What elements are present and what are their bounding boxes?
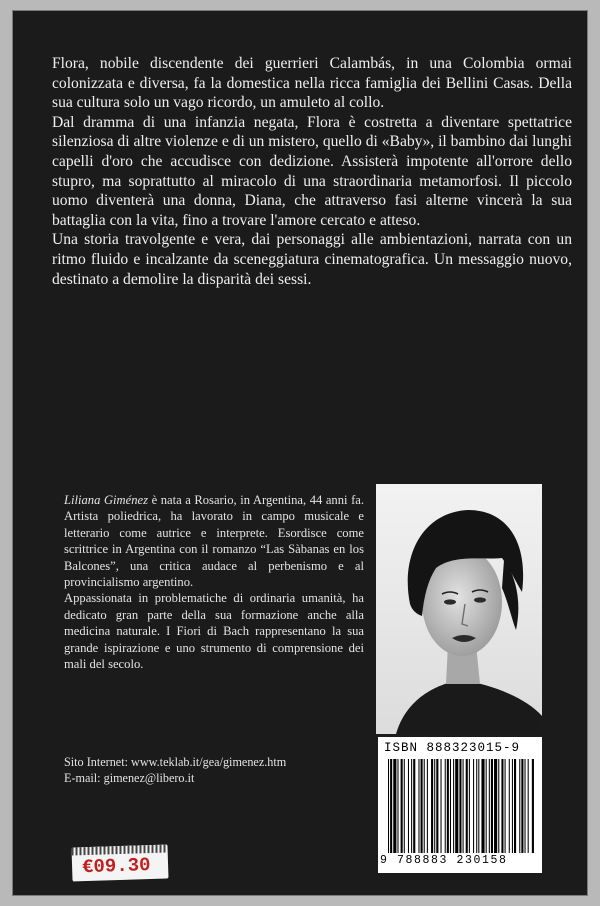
barcode-bar xyxy=(501,759,503,853)
barcode-bar xyxy=(404,759,405,853)
website-line: Sito Internet: www.teklab.it/gea/gimenez.htm xyxy=(64,755,287,769)
price-sticker xyxy=(71,845,168,882)
barcode-bar xyxy=(532,759,534,853)
barcode-bar xyxy=(390,759,392,853)
author-name: Liliana Giménez xyxy=(64,493,149,507)
barcode-bar xyxy=(413,759,415,853)
barcode-bar xyxy=(519,759,520,853)
barcode-bar xyxy=(424,759,425,853)
price-label: €09.30 xyxy=(81,854,151,879)
barcode-bar xyxy=(441,759,442,853)
barcode-bar xyxy=(512,759,513,853)
barcode-bar xyxy=(401,759,403,853)
barcode-bar xyxy=(431,759,433,853)
barcode-bar xyxy=(393,759,396,853)
barcode-bar xyxy=(469,759,470,853)
isbn-barcode xyxy=(378,737,542,873)
barcode-bar xyxy=(411,759,412,853)
barcode-bar xyxy=(525,759,526,853)
barcode-bar xyxy=(450,759,451,853)
bio-paragraph-1-text: è nata a Rosario, in Argentina, 44 anni fa. Artista poliedrica, ha lavorato in campo musicale e letterario come autrice e interprete. Esordisce come scrittrice in Argentina con il romanzo “Las Sàbanas en los Balcones”, una critica audace al perbenismo e al provincialismo argentino. xyxy=(64,493,365,590)
barcode-bar xyxy=(489,759,490,853)
barcode-bar xyxy=(491,759,493,853)
barcode-bar xyxy=(455,759,458,853)
synopsis xyxy=(52,54,572,289)
barcode-bar xyxy=(388,759,389,853)
barcode-bar xyxy=(421,759,423,853)
synopsis-paragraph-3: Una storia travolgente e vera, dai personaggi alle ambientazioni, narrata con un ritmo fluido e incalzante da sceneggiatura cinematografica. Un messaggio nuovo, destinato a demolire la disparità dei sessi. xyxy=(52,231,572,288)
author-photo xyxy=(376,484,542,734)
barcode-bar xyxy=(486,759,487,853)
bio-paragraph-1 xyxy=(64,492,364,590)
barcode-bar xyxy=(427,759,428,853)
barcode-bar xyxy=(478,759,479,853)
barcode-bar xyxy=(528,759,529,853)
barcode-bar xyxy=(445,759,446,853)
author-portrait-image xyxy=(376,484,542,734)
barcode-bar xyxy=(498,759,499,853)
synopsis-paragraph-2: Dal dramma di una infanzia negata, Flora è costretta a diventare spettatrice silenziosa di altre violenze e di un mistero, quello di «Baby», il bambino dai lunghi capelli d'oro che accudisce con dedizione. Assisterà impotente all'orrore dello stupro, ma soprattutto al miracolo di una straordinaria metamorfosi. Il piccolo uomo diventerà una donna, Diana, che attraverso fasi alterne vincerà la sua battaglia con la vita, fino a trovare l'amore cercato e atteso. xyxy=(52,113,572,229)
synopsis-paragraph-1: Flora, nobile discendente dei guerrieri Calambás, in una Colombia ormai colonizzata e diversa, fa la domestica nella ricca famiglia dei Bellini Casas. Della sua cultura solo un vago ricordo, un amuleto al collo. xyxy=(52,55,572,112)
barcode-bar xyxy=(476,759,477,853)
email-line: E-mail: gimenez@libero.it xyxy=(64,770,195,785)
barcode-bar xyxy=(447,759,449,853)
barcode-bar xyxy=(473,759,474,853)
barcode-bar xyxy=(509,759,510,853)
barcode-bar xyxy=(434,759,435,853)
barcode-bar xyxy=(436,759,438,853)
barcode-bar xyxy=(397,759,398,853)
barcode-bar xyxy=(418,759,419,853)
barcode-bar xyxy=(521,759,523,853)
sticker-stripes xyxy=(71,845,167,856)
bio-paragraph-2: Appassionata in problematiche di ordinaria umanità, ha dedicato gran parte della sua formazione anche alla medicina naturale. I Fiori di Bach rappresentano la sua grande ispirazione e uno strumento di comprensione dei mali del secolo. xyxy=(64,591,364,672)
barcode-bar xyxy=(505,759,506,853)
barcode-bars xyxy=(388,759,534,853)
barcode-bar xyxy=(481,759,484,853)
barcode-bar xyxy=(453,759,454,853)
barcode-bar xyxy=(466,759,468,853)
isbn-label: ISBN 888323015-9 xyxy=(384,741,521,755)
barcode-bar xyxy=(494,759,497,853)
author-contacts xyxy=(64,755,384,786)
barcode-bar xyxy=(463,759,464,853)
barcode-bar xyxy=(514,759,516,853)
ean-number: 9 788883 230158 xyxy=(380,854,508,867)
author-bio xyxy=(64,492,364,672)
barcode-bar xyxy=(408,759,409,853)
barcode-bar xyxy=(459,759,461,853)
